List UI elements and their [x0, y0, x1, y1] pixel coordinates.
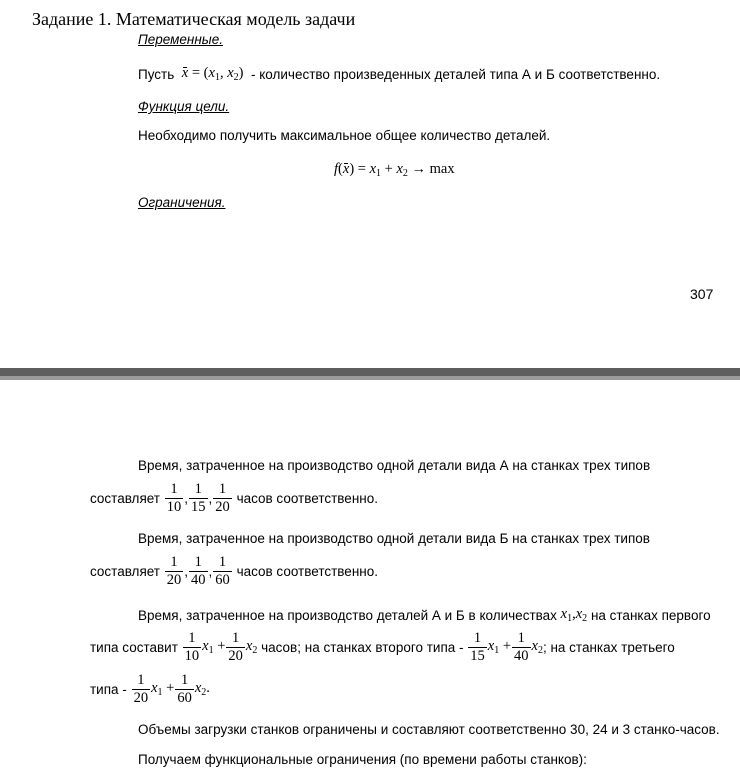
page-number: 307	[690, 286, 714, 302]
para-b-line1: Время, затраченное на производство одной детали вида Б на станках трех типов	[138, 531, 650, 546]
para-c-line1: Время, затраченное на производство деталей А и Б в количествах $x_1,x_2$ на станках первого	[138, 606, 711, 624]
variable-vector: $x = (x_1$, $x_2$)	[181, 65, 244, 83]
variables-description: - количество произведенных деталей типа А и Б соответственно.	[250, 66, 661, 82]
fraction: $\frac{1}{20}$	[166, 553, 182, 588]
para-c-line2: типа составит $\frac{1}{10}$ $x_1$ + $\frac{1}{20}$ $x_2$ часов; на станках второго типа - $\frac{1}{15}$ $x_1$ + $\frac{1}{40}$ $x_2$ ; на станках третьего	[90, 629, 675, 664]
variables-line	[138, 62, 660, 86]
fraction: $\frac{1}{20}$	[215, 480, 230, 515]
fraction: $\frac{1}{40}$	[191, 553, 206, 588]
page-separator	[0, 368, 740, 376]
objective-heading: Функция цели.	[138, 99, 230, 114]
fraction: $\frac{1}{20}$	[228, 629, 243, 664]
para-e: Получаем функциональные ограничения (по времени работы станков):	[138, 752, 587, 767]
para-a-line2: составляет $\frac{1}{10}$ , $\frac{1}{15}$ , $\frac{1}{20}$ часов соответственно.	[90, 480, 378, 515]
constraints-heading: Ограничения.	[138, 195, 226, 210]
fraction: $\frac{1}{15}$	[191, 480, 206, 515]
task-title: Задание 1. Математическая модель задачи	[32, 9, 356, 29]
para-a-line1: Время, затраченное на производство одной детали вида А на станках трех типов	[138, 458, 651, 473]
para-d: Объемы загрузки станков ограничены и составляют соответственно 30, 24 и 3 станко-часов.	[138, 722, 720, 737]
fraction: $\frac{1}{60}$	[177, 671, 192, 706]
objective-text: Необходимо получить максимальное общее количество деталей.	[138, 128, 551, 143]
para-c-line3: типа - $\frac{1}{20}$ $x_1$ + $\frac{1}{60}$ $x_2$.	[90, 671, 210, 706]
x-vector-symbol: x	[181, 65, 189, 81]
fraction: $\frac{1}{40}$	[514, 629, 529, 664]
fraction: $\frac{1}{15}$	[470, 629, 485, 664]
fraction: $\frac{1}{60}$	[215, 553, 230, 588]
let-word: Пусть	[138, 66, 175, 82]
fraction: $\frac{1}{10}$	[184, 629, 200, 664]
fraction: $\frac{1}{10}$	[166, 480, 182, 515]
page-separator-shadow	[0, 376, 740, 380]
fraction: $\frac{1}{20}$	[133, 671, 149, 706]
variables-heading: Переменные.	[138, 32, 223, 47]
objective-formula: $f(x) = x_1 + x_2 \to \max$	[334, 161, 455, 179]
para-b-line2: составляет $\frac{1}{20}$ , $\frac{1}{40}$ , $\frac{1}{60}$ часов соответственно.	[90, 553, 378, 588]
